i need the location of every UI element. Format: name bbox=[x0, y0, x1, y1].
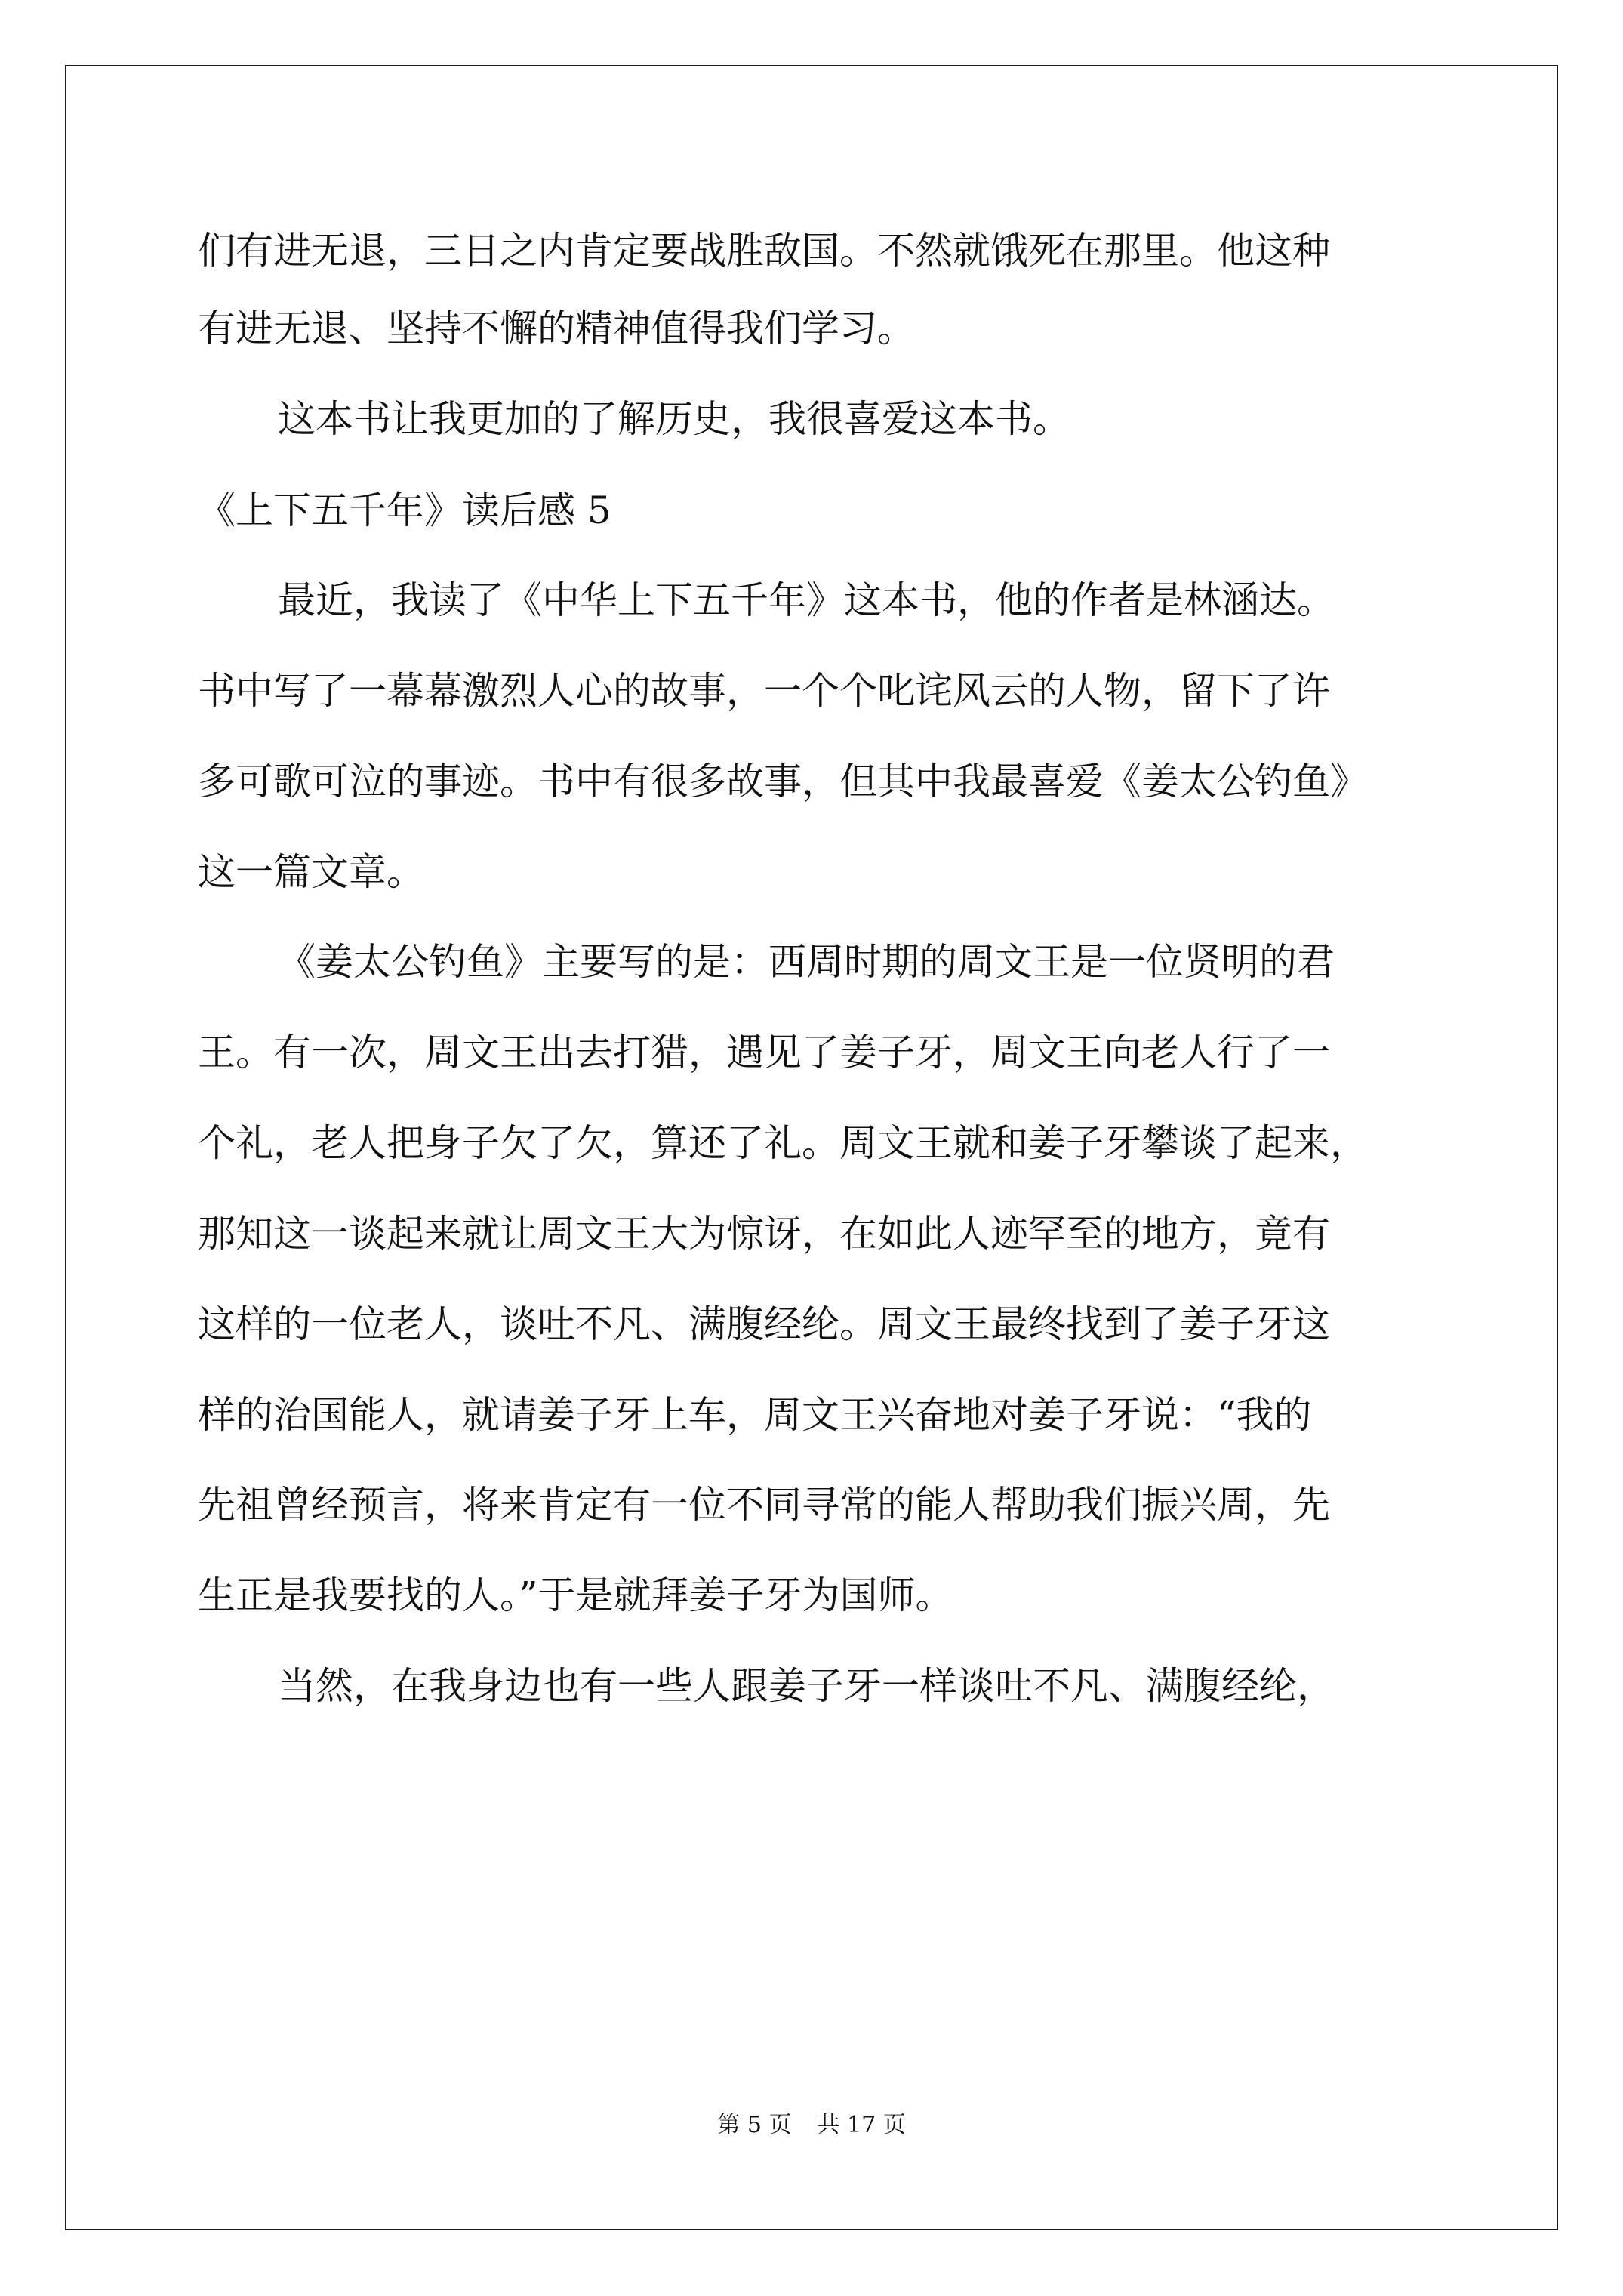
body-line: 生正是我要找的人。”于是就拜姜子牙为国师。 bbox=[198, 1573, 953, 1617]
body-line: 《姜太公钓鱼》主要写的是：西周时期的周文王是一位贤明的君 bbox=[278, 940, 1335, 984]
body-line: 这本书让我更加的了解历史，我很喜爱这本书。 bbox=[278, 397, 1070, 441]
body-line: 多可歌可泣的事迹。书中有很多故事，但其中我最喜爱《姜太公钓鱼》 bbox=[198, 760, 1368, 803]
page-number: 第 5 页 bbox=[717, 2112, 792, 2138]
section-heading: 《上下五千年》读后感 5 bbox=[198, 488, 611, 532]
body-line: 样的治国能人，就请姜子牙上车，周文王兴奋地对姜子牙说：“我的 bbox=[198, 1393, 1312, 1437]
body-line: 个礼，老人把身子欠了欠，算还了礼。周文王就和姜子牙攀谈了起来， bbox=[198, 1121, 1368, 1165]
page-footer bbox=[0, 2110, 1623, 2140]
body-line: 这样的一位老人，谈吐不凡、满腹经纶。周文王最终找到了姜子牙这 bbox=[198, 1302, 1330, 1346]
body-line: 王。有一次，周文王出去打猎，遇见了姜子牙，周文王向老人行了一 bbox=[198, 1031, 1330, 1074]
body-line: 当然，在我身边也有一些人跟姜子牙一样谈吐不凡、满腹经纶， bbox=[278, 1664, 1335, 1708]
body-line: 先祖曾经预言，将来肯定有一位不同寻常的能人帮助我们振兴周，先 bbox=[198, 1483, 1330, 1527]
body-line: 书中写了一幕幕激烈人心的故事，一个个叱诧风云的人物，留下了许 bbox=[198, 669, 1330, 713]
body-line: 这一篇文章。 bbox=[198, 850, 424, 894]
body-line: 们有进无退，三日之内肯定要战胜敌国。不然就饿死在那里。他这种 bbox=[198, 229, 1330, 273]
page-total: 共 17 页 bbox=[817, 2112, 906, 2138]
body-line: 那知这一谈起来就让周文王大为惊讶，在如此人迹罕至的地方，竟有 bbox=[198, 1212, 1330, 1256]
body-line: 最近，我读了《中华上下五千年》这本书，他的作者是林涵达。 bbox=[278, 578, 1335, 622]
body-line: 有进无退、坚持不懈的精神值得我们学习。 bbox=[198, 307, 915, 350]
